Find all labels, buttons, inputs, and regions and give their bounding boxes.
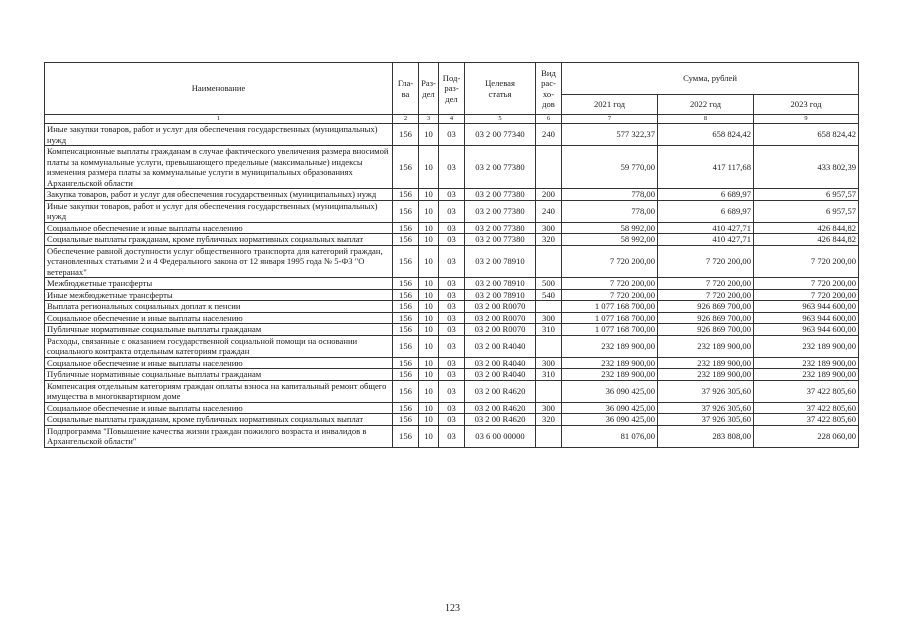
table-row bbox=[45, 124, 859, 146]
row-razdel: 10 bbox=[419, 380, 439, 402]
row-podrazdel: 03 bbox=[439, 124, 465, 146]
row-razdel: 10 bbox=[419, 324, 439, 336]
row-sum-2022: 37 926 305,60 bbox=[658, 380, 754, 402]
row-target-article: 03 2 00 77380 bbox=[465, 234, 536, 246]
row-podrazdel: 03 bbox=[439, 278, 465, 290]
table-row bbox=[45, 380, 859, 402]
row-target-article: 03 6 00 00000 bbox=[465, 425, 536, 447]
row-sum-2023: 963 944 600,00 bbox=[754, 324, 859, 336]
row-name: Компенсационные выплаты гражданам в случае фактического увеличения размера вносимой платы за коммунальные услуги, превышающего предельные (максимальные) индексы изменения размера платы за коммунальные услуги в муниципальных образованиях Архангельской области bbox=[45, 146, 393, 189]
row-sum-2023: 6 957,57 bbox=[754, 189, 859, 201]
row-sum-2023: 433 802,39 bbox=[754, 146, 859, 189]
row-podrazdel: 03 bbox=[439, 222, 465, 234]
row-razdel: 10 bbox=[419, 189, 439, 201]
table-row bbox=[45, 357, 859, 369]
row-sum-2023: 7 720 200,00 bbox=[754, 278, 859, 290]
row-sum-2023: 37 422 805,60 bbox=[754, 402, 859, 414]
row-name: Социальное обеспечение и иные выплаты населению bbox=[45, 357, 393, 369]
row-sum-2023: 963 944 600,00 bbox=[754, 301, 859, 313]
column-number: 7 bbox=[562, 115, 658, 124]
row-glava: 156 bbox=[393, 335, 419, 357]
row-name: Социальные выплаты гражданам, кроме публичных нормативных социальных выплат bbox=[45, 414, 393, 426]
column-number: 1 bbox=[45, 115, 393, 124]
table-row bbox=[45, 301, 859, 313]
row-name: Социальное обеспечение и иные выплаты населению bbox=[45, 402, 393, 414]
row-glava: 156 bbox=[393, 402, 419, 414]
row-glava: 156 bbox=[393, 245, 419, 278]
row-sum-2021: 232 189 900,00 bbox=[562, 369, 658, 381]
row-razdel: 10 bbox=[419, 312, 439, 324]
table-row bbox=[45, 200, 859, 222]
table-row bbox=[45, 402, 859, 414]
row-expense-type: 240 bbox=[536, 124, 562, 146]
row-sum-2023: 426 844,82 bbox=[754, 234, 859, 246]
table-row bbox=[45, 312, 859, 324]
row-expense-type bbox=[536, 380, 562, 402]
row-sum-2021: 7 720 200,00 bbox=[562, 278, 658, 290]
row-sum-2021: 1 077 168 700,00 bbox=[562, 312, 658, 324]
row-expense-type: 320 bbox=[536, 234, 562, 246]
row-podrazdel: 03 bbox=[439, 234, 465, 246]
header-name: Наименование bbox=[45, 63, 393, 115]
row-razdel: 10 bbox=[419, 124, 439, 146]
column-number: 8 bbox=[658, 115, 754, 124]
row-sum-2021: 232 189 900,00 bbox=[562, 335, 658, 357]
row-name: Расходы, связанные с оказанием государственной социальной помощи на основании социального контракта отдельным категориям граждан bbox=[45, 335, 393, 357]
table-row bbox=[45, 234, 859, 246]
row-target-article: 03 2 00 78910 bbox=[465, 278, 536, 290]
row-glava: 156 bbox=[393, 357, 419, 369]
row-name: Межбюджетные трансферты bbox=[45, 278, 393, 290]
row-sum-2022: 37 926 305,60 bbox=[658, 414, 754, 426]
row-sum-2021: 1 077 168 700,00 bbox=[562, 324, 658, 336]
table-row bbox=[45, 189, 859, 201]
row-glava: 156 bbox=[393, 278, 419, 290]
row-podrazdel: 03 bbox=[439, 414, 465, 426]
row-target-article: 03 2 00 R0070 bbox=[465, 324, 536, 336]
page-number: 123 bbox=[445, 603, 460, 614]
row-razdel: 10 bbox=[419, 357, 439, 369]
column-number: 2 bbox=[393, 115, 419, 124]
row-podrazdel: 03 bbox=[439, 402, 465, 414]
row-target-article: 03 2 00 77380 bbox=[465, 189, 536, 201]
row-target-article: 03 2 00 77380 bbox=[465, 222, 536, 234]
row-sum-2022: 283 808,00 bbox=[658, 425, 754, 447]
header-target-article: Целевая статья bbox=[465, 63, 536, 115]
row-name: Подпрограмма "Повышение качества жизни граждан пожилого возраста и инвалидов в Архангельской области" bbox=[45, 425, 393, 447]
row-sum-2021: 36 090 425,00 bbox=[562, 414, 658, 426]
row-sum-2021: 36 090 425,00 bbox=[562, 402, 658, 414]
row-glava: 156 bbox=[393, 324, 419, 336]
row-target-article: 03 2 00 R4620 bbox=[465, 380, 536, 402]
row-expense-type: 500 bbox=[536, 278, 562, 290]
row-razdel: 10 bbox=[419, 146, 439, 189]
row-expense-type: 240 bbox=[536, 200, 562, 222]
row-sum-2022: 232 189 900,00 bbox=[658, 335, 754, 357]
row-name: Социальное обеспечение и иные выплаты населению bbox=[45, 312, 393, 324]
row-sum-2021: 7 720 200,00 bbox=[562, 289, 658, 301]
row-expense-type: 300 bbox=[536, 402, 562, 414]
row-sum-2023: 426 844,82 bbox=[754, 222, 859, 234]
row-razdel: 10 bbox=[419, 414, 439, 426]
row-target-article: 03 2 00 R4620 bbox=[465, 414, 536, 426]
row-glava: 156 bbox=[393, 146, 419, 189]
row-podrazdel: 03 bbox=[439, 369, 465, 381]
row-razdel: 10 bbox=[419, 369, 439, 381]
row-target-article: 03 2 00 R4040 bbox=[465, 369, 536, 381]
row-podrazdel: 03 bbox=[439, 200, 465, 222]
column-number: 9 bbox=[754, 115, 859, 124]
row-sum-2022: 37 926 305,60 bbox=[658, 402, 754, 414]
table-row bbox=[45, 335, 859, 357]
row-razdel: 10 bbox=[419, 335, 439, 357]
row-name: Социальное обеспечение и иные выплаты населению bbox=[45, 222, 393, 234]
row-sum-2021: 778,00 bbox=[562, 200, 658, 222]
row-glava: 156 bbox=[393, 425, 419, 447]
row-name: Компенсация отдельным категориям граждан оплаты взноса на капитальный ремонт общего имущества в многоквартирном доме bbox=[45, 380, 393, 402]
row-razdel: 10 bbox=[419, 289, 439, 301]
column-number-row bbox=[45, 115, 859, 124]
header-sum: Сумма, рублей bbox=[562, 63, 859, 95]
row-podrazdel: 03 bbox=[439, 189, 465, 201]
row-target-article: 03 2 00 78910 bbox=[465, 289, 536, 301]
row-expense-type bbox=[536, 335, 562, 357]
row-sum-2021: 1 077 168 700,00 bbox=[562, 301, 658, 313]
row-podrazdel: 03 bbox=[439, 357, 465, 369]
row-podrazdel: 03 bbox=[439, 380, 465, 402]
row-sum-2023: 232 189 900,00 bbox=[754, 335, 859, 357]
row-name: Закупка товаров, работ и услуг для обеспечения государственных (муниципальных) нужд bbox=[45, 189, 393, 201]
row-target-article: 03 2 00 78910 bbox=[465, 245, 536, 278]
row-target-article: 03 2 00 R4620 bbox=[465, 402, 536, 414]
row-name: Иные закупки товаров, работ и услуг для обеспечения государственных (муниципальных) нужд bbox=[45, 200, 393, 222]
row-podrazdel: 03 bbox=[439, 289, 465, 301]
table-row bbox=[45, 324, 859, 336]
row-razdel: 10 bbox=[419, 425, 439, 447]
row-glava: 156 bbox=[393, 289, 419, 301]
table-row bbox=[45, 146, 859, 189]
row-sum-2022: 410 427,71 bbox=[658, 234, 754, 246]
row-sum-2022: 410 427,71 bbox=[658, 222, 754, 234]
row-razdel: 10 bbox=[419, 245, 439, 278]
row-glava: 156 bbox=[393, 234, 419, 246]
row-sum-2021: 36 090 425,00 bbox=[562, 380, 658, 402]
table-row bbox=[45, 289, 859, 301]
header-year-2022: 2022 год bbox=[658, 95, 754, 115]
table-row bbox=[45, 425, 859, 447]
row-sum-2022: 926 869 700,00 bbox=[658, 312, 754, 324]
row-sum-2022: 7 720 200,00 bbox=[658, 245, 754, 278]
table-row bbox=[45, 222, 859, 234]
row-name: Социальные выплаты гражданам, кроме публичных нормативных социальных выплат bbox=[45, 234, 393, 246]
row-glava: 156 bbox=[393, 312, 419, 324]
row-sum-2023: 232 189 900,00 bbox=[754, 357, 859, 369]
header-glava: Гла- ва bbox=[393, 63, 419, 115]
row-name: Публичные нормативные социальные выплаты гражданам bbox=[45, 369, 393, 381]
table-row bbox=[45, 369, 859, 381]
row-sum-2021: 778,00 bbox=[562, 189, 658, 201]
row-razdel: 10 bbox=[419, 278, 439, 290]
row-sum-2022: 232 189 900,00 bbox=[658, 369, 754, 381]
row-glava: 156 bbox=[393, 301, 419, 313]
header-expense-type: Вид рас- хо- дов bbox=[536, 63, 562, 115]
row-razdel: 10 bbox=[419, 200, 439, 222]
row-name: Обеспечение равной доступности услуг общественного транспорта для категорий граждан, установленных статьями 2 и 4 Федерального закона от 12 января 1995 года № 5-ФЗ "О ветеранах" bbox=[45, 245, 393, 278]
row-name: Иные закупки товаров, работ и услуг для обеспечения государственных (муниципальных) нужд bbox=[45, 124, 393, 146]
row-sum-2022: 6 689,97 bbox=[658, 189, 754, 201]
row-sum-2023: 232 189 900,00 bbox=[754, 369, 859, 381]
row-podrazdel: 03 bbox=[439, 324, 465, 336]
row-target-article: 03 2 00 77340 bbox=[465, 124, 536, 146]
row-podrazdel: 03 bbox=[439, 301, 465, 313]
table-row bbox=[45, 278, 859, 290]
row-sum-2021: 232 189 900,00 bbox=[562, 357, 658, 369]
row-podrazdel: 03 bbox=[439, 312, 465, 324]
row-sum-2021: 58 992,00 bbox=[562, 222, 658, 234]
row-glava: 156 bbox=[393, 189, 419, 201]
row-expense-type: 310 bbox=[536, 369, 562, 381]
row-expense-type: 310 bbox=[536, 324, 562, 336]
row-sum-2021: 577 322,37 bbox=[562, 124, 658, 146]
row-sum-2022: 417 117,68 bbox=[658, 146, 754, 189]
row-sum-2023: 7 720 200,00 bbox=[754, 289, 859, 301]
row-sum-2021: 58 992,00 bbox=[562, 234, 658, 246]
row-sum-2021: 7 720 200,00 bbox=[562, 245, 658, 278]
row-sum-2022: 6 689,97 bbox=[658, 200, 754, 222]
row-expense-type bbox=[536, 146, 562, 189]
row-expense-type: 300 bbox=[536, 222, 562, 234]
row-expense-type bbox=[536, 301, 562, 313]
row-target-article: 03 2 00 77380 bbox=[465, 200, 536, 222]
row-glava: 156 bbox=[393, 414, 419, 426]
row-sum-2023: 7 720 200,00 bbox=[754, 245, 859, 278]
row-sum-2022: 232 189 900,00 bbox=[658, 357, 754, 369]
row-razdel: 10 bbox=[419, 402, 439, 414]
row-sum-2022: 658 824,42 bbox=[658, 124, 754, 146]
row-sum-2023: 6 957,57 bbox=[754, 200, 859, 222]
row-glava: 156 bbox=[393, 124, 419, 146]
row-sum-2021: 59 770,00 bbox=[562, 146, 658, 189]
row-podrazdel: 03 bbox=[439, 335, 465, 357]
header-podrazdel: Под- раз- дел bbox=[439, 63, 465, 115]
row-expense-type bbox=[536, 245, 562, 278]
column-number: 3 bbox=[419, 115, 439, 124]
header-razdel: Раз- дел bbox=[419, 63, 439, 115]
table-row bbox=[45, 245, 859, 278]
budget-table bbox=[44, 62, 859, 448]
row-razdel: 10 bbox=[419, 301, 439, 313]
header-year-2021: 2021 год bbox=[562, 95, 658, 115]
row-razdel: 10 bbox=[419, 222, 439, 234]
row-name: Публичные нормативные социальные выплаты гражданам bbox=[45, 324, 393, 336]
row-podrazdel: 03 bbox=[439, 245, 465, 278]
row-podrazdel: 03 bbox=[439, 146, 465, 189]
row-name: Выплата региональных социальных доплат к пенсии bbox=[45, 301, 393, 313]
row-sum-2023: 228 060,00 bbox=[754, 425, 859, 447]
row-podrazdel: 03 bbox=[439, 425, 465, 447]
column-number: 6 bbox=[536, 115, 562, 124]
row-sum-2022: 926 869 700,00 bbox=[658, 324, 754, 336]
row-expense-type: 320 bbox=[536, 414, 562, 426]
row-sum-2023: 963 944 600,00 bbox=[754, 312, 859, 324]
row-sum-2023: 37 422 805,60 bbox=[754, 380, 859, 402]
row-target-article: 03 2 00 R4040 bbox=[465, 357, 536, 369]
row-expense-type: 200 bbox=[536, 189, 562, 201]
row-glava: 156 bbox=[393, 200, 419, 222]
row-expense-type bbox=[536, 425, 562, 447]
row-sum-2022: 7 720 200,00 bbox=[658, 289, 754, 301]
row-target-article: 03 2 00 R0070 bbox=[465, 301, 536, 313]
row-expense-type: 540 bbox=[536, 289, 562, 301]
row-sum-2023: 37 422 805,60 bbox=[754, 414, 859, 426]
header-year-2023: 2023 год bbox=[754, 95, 859, 115]
row-target-article: 03 2 00 R4040 bbox=[465, 335, 536, 357]
row-target-article: 03 2 00 77380 bbox=[465, 146, 536, 189]
row-sum-2021: 81 076,00 bbox=[562, 425, 658, 447]
row-sum-2022: 926 869 700,00 bbox=[658, 301, 754, 313]
row-glava: 156 bbox=[393, 222, 419, 234]
row-name: Иные межбюджетные трансферты bbox=[45, 289, 393, 301]
row-glava: 156 bbox=[393, 369, 419, 381]
row-razdel: 10 bbox=[419, 234, 439, 246]
row-target-article: 03 2 00 R0070 bbox=[465, 312, 536, 324]
row-sum-2022: 7 720 200,00 bbox=[658, 278, 754, 290]
column-number: 4 bbox=[439, 115, 465, 124]
table-row bbox=[45, 414, 859, 426]
row-expense-type: 300 bbox=[536, 312, 562, 324]
row-expense-type: 300 bbox=[536, 357, 562, 369]
row-glava: 156 bbox=[393, 380, 419, 402]
row-sum-2023: 658 824,42 bbox=[754, 124, 859, 146]
column-number: 5 bbox=[465, 115, 536, 124]
